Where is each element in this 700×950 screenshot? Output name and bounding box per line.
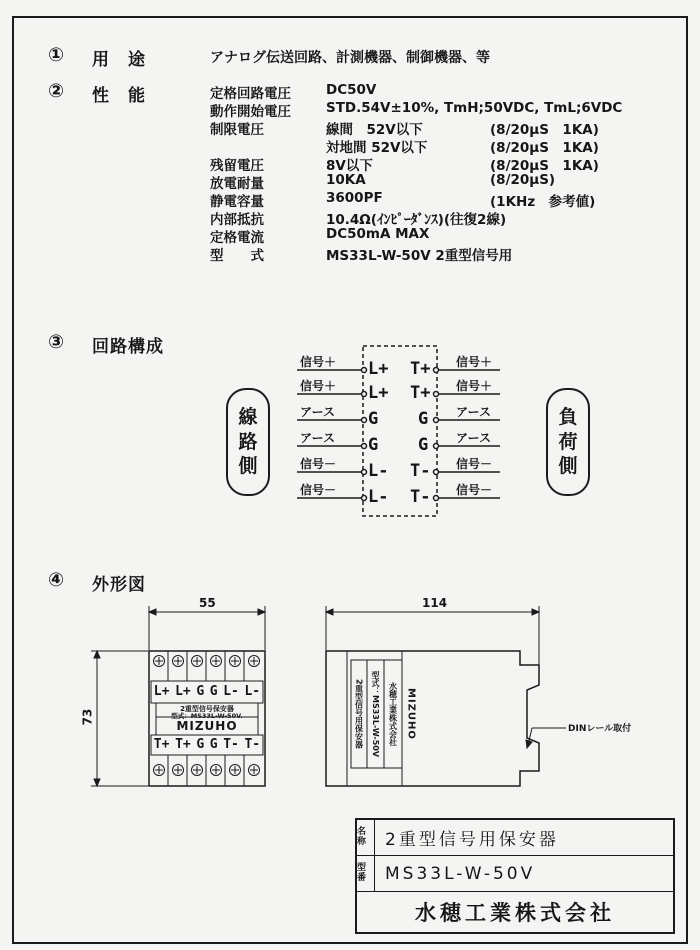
- side-brand-cell: [403, 660, 419, 768]
- left-terminal: L-: [368, 487, 389, 507]
- usage-text: アナログ伝送回路、計測機器、制御機器、等: [210, 50, 490, 66]
- spec-label: 静電容量: [210, 194, 264, 210]
- spec-label: 動作開始電圧: [210, 104, 291, 120]
- spec-label: 残留電圧: [210, 158, 264, 174]
- section-2-title: 性 能: [92, 86, 146, 106]
- section-3-number: ③: [48, 331, 65, 353]
- right-signal-label: 信号＋: [456, 355, 493, 369]
- spec-label: 放電耐量: [210, 176, 264, 192]
- spec-value: 3600PF: [326, 190, 383, 206]
- title-model-row: [357, 856, 673, 892]
- section-4-title: 外形図: [92, 575, 146, 595]
- section-1-title: 用 途: [92, 50, 146, 70]
- spec-label: 制限電圧: [210, 122, 264, 138]
- right-terminal: T+: [410, 383, 431, 403]
- right-signal-label: 信号－: [456, 457, 493, 471]
- right-terminal: T+: [410, 359, 431, 379]
- left-terminal: L+: [368, 383, 389, 403]
- section-4-number: ④: [48, 569, 65, 591]
- spec-value: 対地間 52V以下: [326, 140, 428, 156]
- left-signal-label: アース: [300, 405, 336, 419]
- spec-value: 10.4Ω(ｲﾝﾋﾟｰﾀﾞﾝｽ)(往復2線): [326, 212, 507, 228]
- spec-value: MS33L-W-50V 2重型信号用: [326, 248, 513, 264]
- height-dimension: 73: [80, 708, 95, 726]
- left-signal-label: 信号＋: [300, 379, 337, 393]
- spec-label: 定格電流: [210, 230, 264, 246]
- side-label-2-cell: [367, 660, 384, 768]
- front-label-line2: 型式：MS33L-W-50V.: [171, 712, 243, 720]
- side-label-2: 型式：MS33L-W-50V: [371, 670, 380, 758]
- side-label-1-cell: [351, 660, 367, 768]
- spec-value: 8V以下: [326, 158, 373, 174]
- din-rail-note: DINレール取付: [568, 724, 632, 734]
- title-block: [355, 818, 675, 934]
- right-signal-label: アース: [456, 405, 492, 419]
- right-terminal: G: [418, 409, 429, 429]
- spec-label: 内部抵抗: [210, 212, 264, 228]
- spec-value: DC50mA MAX: [326, 226, 430, 242]
- spec-value: 線間 52V以下: [326, 122, 423, 138]
- front-brand: MIZUHO: [176, 719, 238, 733]
- model-label: 型番: [357, 856, 375, 891]
- left-terminal: L-: [368, 461, 389, 481]
- spec-label: 型 式: [210, 248, 264, 264]
- load-side-label: 負 荷 側: [546, 388, 590, 496]
- side-label-3-cell: [384, 660, 402, 768]
- spec-value-extra: (8/20μS 1KA): [490, 158, 599, 174]
- model-value: MS33L-W-50V: [385, 863, 536, 884]
- right-terminal: T-: [410, 487, 431, 507]
- spec-label: 定格回路電圧: [210, 86, 291, 102]
- right-signal-label: 信号－: [456, 483, 493, 497]
- left-terminal: G: [368, 409, 379, 429]
- spec-value-extra: (8/20μS 1KA): [490, 140, 599, 156]
- title-name-row: [357, 820, 673, 856]
- right-signal-label: アース: [456, 431, 492, 445]
- side-label-1: 2重型信号用保安器: [354, 679, 364, 749]
- front-bottom-terminal-labels: T+ T+ G G T- T-: [153, 737, 261, 752]
- side-brand: MIZUHO: [405, 688, 417, 740]
- width-dimension: 55: [199, 596, 216, 610]
- depth-dimension: 114: [422, 596, 448, 610]
- left-terminal: L+: [368, 359, 389, 379]
- right-signal-label: 信号＋: [456, 379, 493, 393]
- name-label: 名称: [357, 820, 375, 855]
- spec-value-extra: (1KHz 参考値): [490, 194, 596, 210]
- left-signal-label: 信号＋: [300, 355, 337, 369]
- left-signal-label: アース: [300, 431, 336, 445]
- left-signal-label: 信号－: [300, 457, 337, 471]
- front-top-terminal-labels: L+ L+ G G L- L-: [153, 684, 261, 699]
- spec-value: DC50V: [326, 82, 377, 98]
- company-name: 水穂工業株式会社: [415, 901, 615, 925]
- spec-value-extra: (8/20μS): [490, 172, 556, 188]
- section-1-number: ①: [48, 44, 65, 66]
- right-terminal: T-: [410, 461, 431, 481]
- section-2-number: ②: [48, 80, 65, 102]
- spec-value: STD.54V±10%, TmH;50VDC, TmL;6VDC: [326, 100, 623, 116]
- left-terminal: G: [368, 435, 379, 455]
- side-label-3: 水穂工業株式会社: [388, 682, 398, 746]
- spec-value-extra: (8/20μS 1KA): [490, 122, 599, 138]
- section-3-title: 回路構成: [92, 337, 164, 357]
- spec-value: 10KA: [326, 172, 366, 188]
- right-terminal: G: [418, 435, 429, 455]
- name-value: 2重型信号用保安器: [385, 830, 559, 850]
- left-signal-label: 信号－: [300, 483, 337, 497]
- line-side-label: 線 路 側: [226, 388, 270, 496]
- front-label-line1: 2重型信号保安器: [180, 705, 234, 713]
